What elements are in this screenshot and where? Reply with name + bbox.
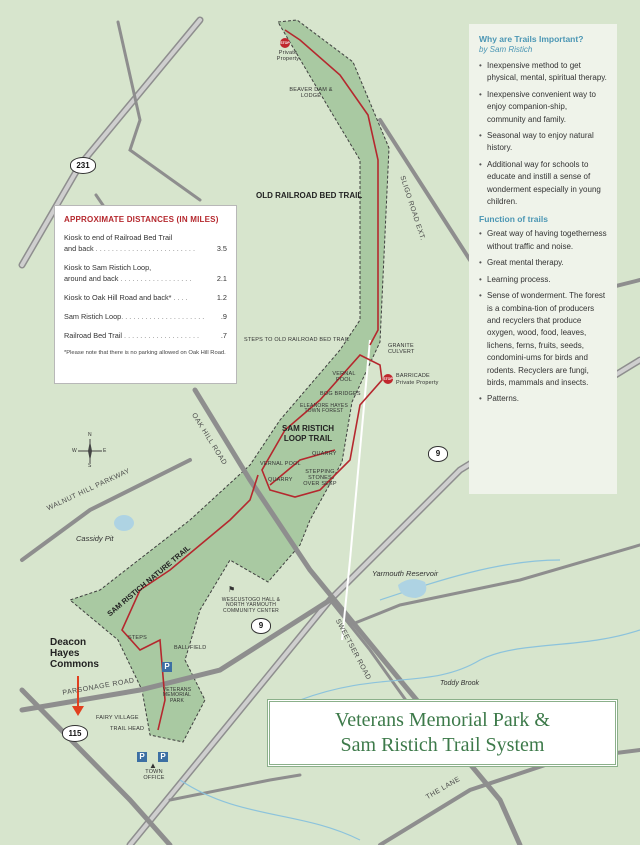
info-panel: [469, 24, 617, 494]
distance-row: [64, 232, 227, 254]
route-9-shield-east: 9: [428, 446, 448, 462]
why-list: [479, 60, 607, 208]
compass-n: N: [88, 432, 92, 438]
distance-dots: . . . . . . . . . . . . . . . . . .: [118, 274, 192, 283]
fairy-village-label: FAIRY VILLAGE: [96, 715, 139, 721]
distance-label-2: around and back: [64, 274, 119, 283]
deacon-hayes-label: Deacon Hayes Commons: [50, 637, 99, 670]
the-lane-label: THE LANE: [425, 775, 462, 802]
barricade-stop-icon: STOP: [383, 374, 393, 384]
parking-icon-office-1: P: [137, 752, 147, 762]
distance-value: 1.2: [216, 293, 227, 302]
wescustogo-hall-label: WESCUSTOGO HALL & NORTH YARMOUTH COMMUNITY CENTER: [221, 597, 281, 614]
parking-icon-office-2: P: [158, 752, 168, 762]
lower-road: [170, 775, 300, 800]
stop-sign-icon: STOP: [280, 38, 290, 48]
compass-s: S: [88, 463, 92, 469]
parsonage-road-label: PARSONAGE ROAD: [62, 677, 136, 697]
list-item: • Inexpensive convenient way to enjoy companion-ship, community and family.: [479, 89, 607, 126]
parking-icon-ballfield: P: [162, 662, 172, 672]
vernal-pool-2-label: VERNAL POOL: [260, 461, 301, 467]
distance-row: [64, 330, 227, 341]
town-office-label: TOWN OFFICE: [143, 769, 165, 781]
stepping-stones-label: STEPPING STONES OVER SEEP: [303, 469, 337, 487]
stream-south: [180, 780, 360, 840]
list-item: • Seasonal way to enjoy natural history.: [479, 130, 607, 155]
list-item: • Inexpensive method to get physical, mental, spiritual therapy.: [479, 60, 607, 85]
distance-value: .7: [220, 331, 227, 340]
sweetser-road-label: SWEETSER ROAD: [333, 618, 372, 682]
flag-icon: ⚑: [228, 585, 236, 594]
list-item: • Great way of having togetherness without traffic and noise.: [479, 228, 607, 253]
ball-field-label: BALL FIELD: [174, 645, 207, 651]
quarry-1-label: QUARRY: [312, 451, 337, 457]
distance-value: 3.5: [216, 244, 227, 253]
beaver-dam-label: BEAVER DAM & LODGE: [289, 87, 333, 99]
distances-heading: APPROXIMATE DISTANCES (IN MILES): [64, 215, 219, 224]
barricade-private: Private Property: [396, 380, 439, 386]
route-115-shield: 115: [62, 725, 88, 742]
steps-to-old-rr-label: STEPS TO OLD RAILROAD BED TRAIL: [244, 337, 350, 343]
quarry-2-label: QUARRY: [268, 477, 293, 483]
compass-e: E: [103, 448, 107, 454]
distance-label: Railroad Bed Trail: [64, 331, 122, 340]
bog-bridges-label: BOG BRIDGES: [320, 391, 361, 397]
title-line-2: Sam Ristich Trail System: [340, 734, 545, 756]
distance-row: [64, 311, 227, 322]
cassidy-pit-pond: [114, 515, 134, 531]
distance-value: .9: [220, 312, 227, 321]
title-line-1: Veterans Memorial Park &: [335, 709, 550, 731]
function-list: [479, 228, 607, 405]
distance-label: Sam Ristich Loop: [64, 312, 122, 321]
granite-culvert-label: GRANITE CULVERT: [388, 343, 415, 355]
sligo-road-label: SLIGO ROAD EXT.: [398, 175, 426, 242]
road-side-1: [118, 22, 200, 200]
distance-label: Kiosk to Oak Hill Road and back*: [64, 293, 172, 302]
distance-value: 2.1: [216, 274, 227, 283]
distance-dots: . . . . . . . . . . . . . . . . . . . . .: [121, 312, 205, 321]
trail-head-label: TRAIL HEAD: [110, 726, 145, 732]
distance-label: Kiosk to Sam Ristich Loop,: [64, 263, 152, 272]
list-item: • Sense of wonderment. The forest is a combina-tion of producers and recyclers that produce oxygen, wood, food, leaves, lichens, ferns, fruits, seeds, condomini-ums for birds and rodents. Recyclers are fungi, birds, mammals and insects.: [479, 290, 607, 389]
deacon-arrow-head: [72, 706, 84, 716]
sam-ristich-loop-label: SAM RISTICH LOOP TRAIL: [282, 424, 334, 443]
route-231-shield: 231: [70, 157, 96, 174]
compass-rose: [72, 433, 108, 469]
panel-byline: by Sam Ristich: [479, 45, 533, 54]
distance-dots: . . . .: [171, 293, 188, 302]
distance-row: [64, 292, 227, 303]
map-title: [267, 699, 618, 767]
town-office-icon: ▲: [149, 761, 157, 770]
veterans-memorial-park-label: VETERANS MEMORIAL PARK: [162, 687, 192, 704]
compass-w: W: [72, 448, 77, 454]
distance-dots: . . . . . . . . . . . . . . . . . . .: [122, 331, 200, 340]
list-item: • Great mental therapy.: [479, 257, 607, 269]
old-railroad-bed-trail-label: OLD RAILROAD BED TRAIL: [256, 191, 363, 200]
distance-row: [64, 262, 227, 284]
list-item: • Patterns.: [479, 393, 607, 405]
yarmouth-reservoir: [398, 579, 426, 598]
distance-dots: . . . . . . . . . . . . . . . . . . . . . . . . .: [93, 244, 195, 253]
barricade-label: BARRICADE: [396, 373, 430, 379]
toddy-brook-label: Toddy Brook: [440, 680, 480, 687]
vernal-pool-1-label: VERNAL POOL: [332, 371, 356, 383]
sam-ristich-nature-trail-label: SAM RISTICH NATURE TRAIL: [105, 543, 193, 619]
cassidy-pit-label: Cassidy Pit: [76, 534, 114, 543]
walnut-hill-parkway-label: WALNUT HILL PARKWAY: [46, 467, 132, 513]
right-road: [350, 545, 640, 625]
private-property-top: Private Property: [276, 50, 300, 62]
list-item: • Additional way for schools to educate and instill a sense of wonderment especially in young children.: [479, 159, 607, 209]
panel-heading-why: Why are Trails Important?: [479, 34, 584, 44]
panel-heading-function: Function of trails: [479, 214, 548, 225]
route-9-shield-west: 9: [251, 618, 271, 634]
distances-box: [54, 205, 237, 384]
distance-label: Kiosk to end of Railroad Bed Trail: [64, 233, 173, 242]
yarmouth-reservoir-label: Yarmouth Reservoir: [372, 569, 439, 578]
distances-note: *Please note that there is no parking allowed on Oak Hill Road.: [64, 350, 226, 356]
oak-hill-road-label: OAK HILL ROAD: [190, 412, 228, 467]
distance-label-2: and back: [64, 244, 94, 253]
eleanore-hayes-label: ELEANORE HAYES TOWN FOREST: [299, 403, 348, 415]
list-item: • Learning process.: [479, 274, 607, 286]
steps-label: STEPS: [128, 635, 148, 641]
